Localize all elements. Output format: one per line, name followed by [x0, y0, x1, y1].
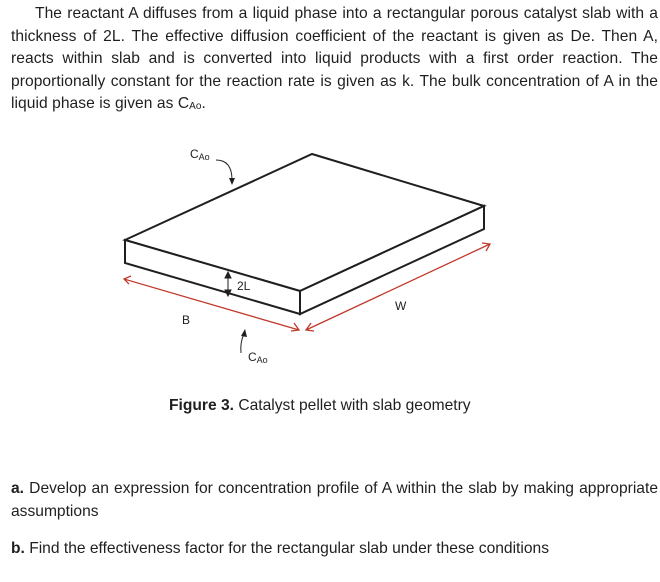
bottom-concentration-label: CAo — [248, 350, 268, 365]
figure-number: Figure 3. — [169, 397, 234, 414]
top-concentration-arrow — [216, 160, 232, 180]
question-a — [11, 477, 658, 523]
bottom-concentration-arrow — [241, 334, 244, 353]
breadth-arrowhead-right — [291, 323, 299, 331]
slab-shape — [125, 154, 484, 314]
question-a-label: a. — [11, 480, 25, 497]
slab-diagram — [0, 140, 660, 380]
question-b-label: b. — [11, 540, 25, 557]
question-b — [11, 537, 658, 560]
top-concentration-arrowhead — [229, 178, 235, 185]
top-concentration-label: CAo — [190, 147, 210, 162]
width-label: W — [395, 299, 407, 313]
problem-text: The reactant A diffuses from a liquid phase into a rectangular porous catalyst slab with a thickness of 2L. The effective diffusion coefficient of the reactant is given as De. Then A, reacts within slab and is converted into liquid products with a first order reaction. The proportionally constant for the reaction rate is given as k. The bulk concentration of A in the liquid phase is given as C — [11, 5, 658, 112]
figure-caption — [169, 397, 471, 415]
question-a-text: Develop an expression for concentration profile of A within the slab by making appropriate assumptions — [11, 480, 658, 520]
thickness-label: 2L — [237, 279, 251, 293]
question-b-text: Find the effectiveness factor for the rectangular slab under these conditions — [24, 540, 550, 557]
figure-caption-text: Catalyst pellet with slab geometry — [234, 397, 471, 414]
problem-text-end: . — [201, 95, 206, 112]
breadth-label: B — [182, 313, 191, 327]
problem-statement — [11, 3, 658, 119]
bottom-concentration-arrowhead — [241, 329, 247, 337]
problem-subscript: Ao — [189, 101, 202, 112]
